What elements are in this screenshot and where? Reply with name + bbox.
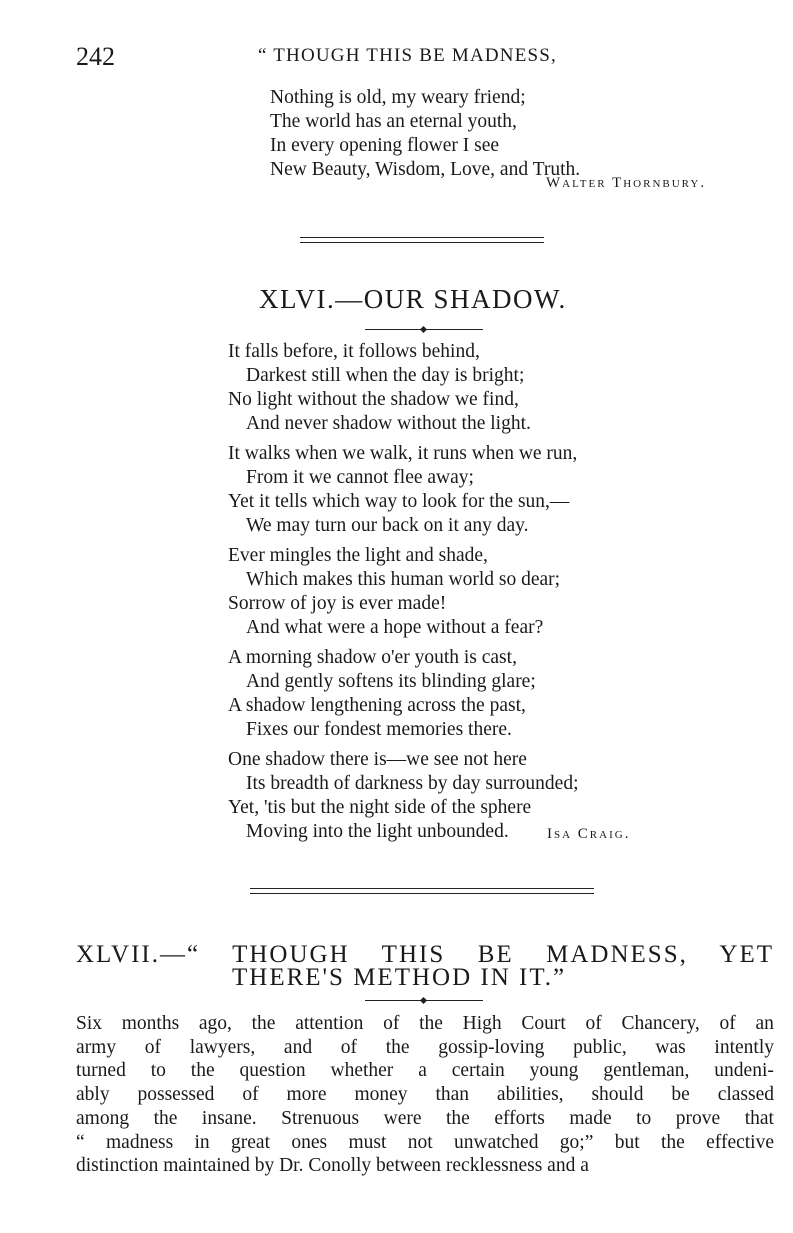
- word: the: [419, 1013, 443, 1034]
- word: unwatched: [453, 1131, 539, 1153]
- word: should: [591, 1084, 644, 1106]
- running-title: “ THOUGH THIS BE MADNESS,: [258, 45, 558, 66]
- verse-line: Ever mingles the light and shade,: [228, 545, 488, 566]
- word: months: [121, 1013, 180, 1034]
- paragraph-line: [76, 1131, 774, 1155]
- word: gentleman,: [603, 1060, 690, 1082]
- title-ornament: [365, 998, 483, 1004]
- word: prove: [675, 1107, 721, 1129]
- word: more: [286, 1084, 327, 1106]
- line-text: distinction maintained by Dr. Conolly between recklessness and a: [76, 1155, 589, 1177]
- word: the: [251, 1013, 276, 1034]
- verse-line: A shadow lengthening across the past,: [228, 695, 526, 716]
- word: undeni-: [714, 1060, 774, 1082]
- word: the: [385, 1036, 410, 1058]
- verse-line: We may turn our back on it any day.: [246, 515, 529, 536]
- verse-line: A morning shadow o'er youth is cast,: [228, 647, 517, 668]
- verse-line: No light without the shadow we find,: [228, 389, 519, 410]
- word: and: [283, 1036, 313, 1058]
- verse-line: Sorrow of joy is ever made!: [228, 593, 447, 614]
- word: Court: [521, 1013, 566, 1034]
- word: to: [150, 1060, 166, 1082]
- word: be: [671, 1084, 690, 1106]
- poem-author: Walter Thornbury.: [546, 175, 707, 191]
- word: certain: [451, 1060, 505, 1082]
- word: turned: [76, 1060, 126, 1082]
- paragraph-line: [76, 1059, 774, 1083]
- section-title: XLVI.—OUR SHADOW.: [259, 284, 567, 314]
- word: ably: [76, 1084, 110, 1106]
- paragraph-line: [76, 1083, 774, 1107]
- verse-line: And what were a hope without a fear?: [246, 617, 544, 638]
- word: in: [194, 1131, 210, 1153]
- word: money: [354, 1084, 408, 1106]
- stanza: [228, 340, 579, 436]
- verse-line: The world has an eternal youth,: [270, 111, 517, 132]
- verse-line: Which makes this human world so dear;: [246, 569, 561, 590]
- poem-body: [228, 340, 579, 844]
- word: of: [719, 1013, 736, 1034]
- word: must: [348, 1131, 387, 1153]
- word: go;”: [559, 1131, 594, 1153]
- section-title-line: THERE'S METHOD IN IT.”: [232, 964, 567, 991]
- word: ago,: [198, 1013, 232, 1034]
- word: Strenuous: [281, 1107, 360, 1129]
- verse-line: Yet it tells which way to look for the sun,—: [228, 491, 570, 512]
- word: ones: [291, 1131, 328, 1153]
- word: High: [462, 1013, 502, 1034]
- verse-line: From it we cannot flee away;: [246, 467, 474, 488]
- verse-line: In every opening flower I see: [270, 135, 500, 156]
- word: whether: [330, 1060, 394, 1082]
- section-divider: [250, 888, 594, 889]
- paragraph-line: [76, 1036, 774, 1060]
- stanza: [228, 646, 579, 742]
- paragraph-line: [76, 1107, 774, 1131]
- word: classed: [717, 1084, 774, 1106]
- word: “: [76, 1131, 85, 1153]
- word: made: [569, 1107, 612, 1129]
- verse-line: Fixes our fondest memories there.: [246, 719, 512, 740]
- verse-line: And gently softens its blinding glare;: [246, 671, 536, 692]
- word: but: [614, 1131, 640, 1153]
- word: possessed: [137, 1084, 215, 1106]
- verse-line: Yet, 'tis but the night side of the sphere: [228, 797, 532, 818]
- section-title-line: XLVII.—“ THOUGH THIS BE MADNESS, YET: [76, 941, 774, 968]
- section-divider: [300, 242, 544, 243]
- word: attention: [295, 1013, 364, 1034]
- word: of: [585, 1013, 602, 1034]
- verse-line: Darkest still when the day is bright;: [246, 365, 525, 386]
- page-number: 242: [76, 42, 115, 71]
- word: the: [446, 1107, 470, 1129]
- word: the: [153, 1107, 178, 1129]
- poem-author: Isa Craig.: [547, 826, 631, 842]
- word: gossip-loving: [438, 1036, 545, 1058]
- verse-line: Its breadth of darkness by day surrounded;: [246, 773, 579, 794]
- word: effective: [706, 1131, 774, 1153]
- word: efforts: [494, 1107, 545, 1129]
- title-ornament: [365, 327, 483, 333]
- verse-line: It walks when we walk, it runs when we run,: [228, 443, 578, 464]
- word: was: [655, 1036, 686, 1058]
- word: an: [755, 1013, 774, 1034]
- word: of: [383, 1013, 400, 1034]
- word: of: [144, 1036, 162, 1058]
- verse-line: It falls before, it follows behind,: [228, 341, 480, 362]
- word: lawyers,: [189, 1036, 256, 1058]
- verse-line: One shadow there is—we see not here: [228, 749, 527, 770]
- stanza: [228, 442, 579, 538]
- word: intently: [714, 1036, 774, 1058]
- paragraph-line: [76, 1154, 774, 1178]
- verse-line: New Beauty, Wisdom, Love, and Truth.: [270, 159, 581, 180]
- word: of: [340, 1036, 358, 1058]
- word: question: [239, 1060, 306, 1082]
- word: Chancery,: [621, 1013, 700, 1034]
- word: of: [242, 1084, 259, 1106]
- word: abilities,: [496, 1084, 564, 1106]
- word: the: [190, 1060, 215, 1082]
- word: to: [636, 1107, 652, 1129]
- verse-line: Moving into the light unbounded.: [246, 821, 509, 842]
- word: than: [435, 1084, 470, 1106]
- word: not: [407, 1131, 433, 1153]
- stanza: [228, 748, 579, 844]
- word: young: [529, 1060, 579, 1082]
- word: great: [231, 1131, 270, 1153]
- verse-line: And never shadow without the light.: [246, 413, 531, 434]
- word: madness: [106, 1131, 174, 1153]
- word: that: [744, 1107, 774, 1129]
- paragraph: [76, 1012, 774, 1178]
- paragraph-line: [76, 1012, 774, 1036]
- section-divider: [250, 893, 594, 894]
- word: the: [660, 1131, 685, 1153]
- word: were: [383, 1107, 422, 1129]
- poem-fragment: [270, 86, 580, 182]
- word: a: [418, 1060, 427, 1082]
- word: Six: [76, 1013, 103, 1034]
- verse-line: Nothing is old, my weary friend;: [270, 87, 526, 108]
- word: insane.: [201, 1107, 257, 1129]
- section-divider: [300, 237, 544, 238]
- word: army: [76, 1036, 117, 1058]
- word: public,: [573, 1036, 627, 1058]
- stanza: [228, 544, 579, 640]
- word: among: [76, 1107, 130, 1129]
